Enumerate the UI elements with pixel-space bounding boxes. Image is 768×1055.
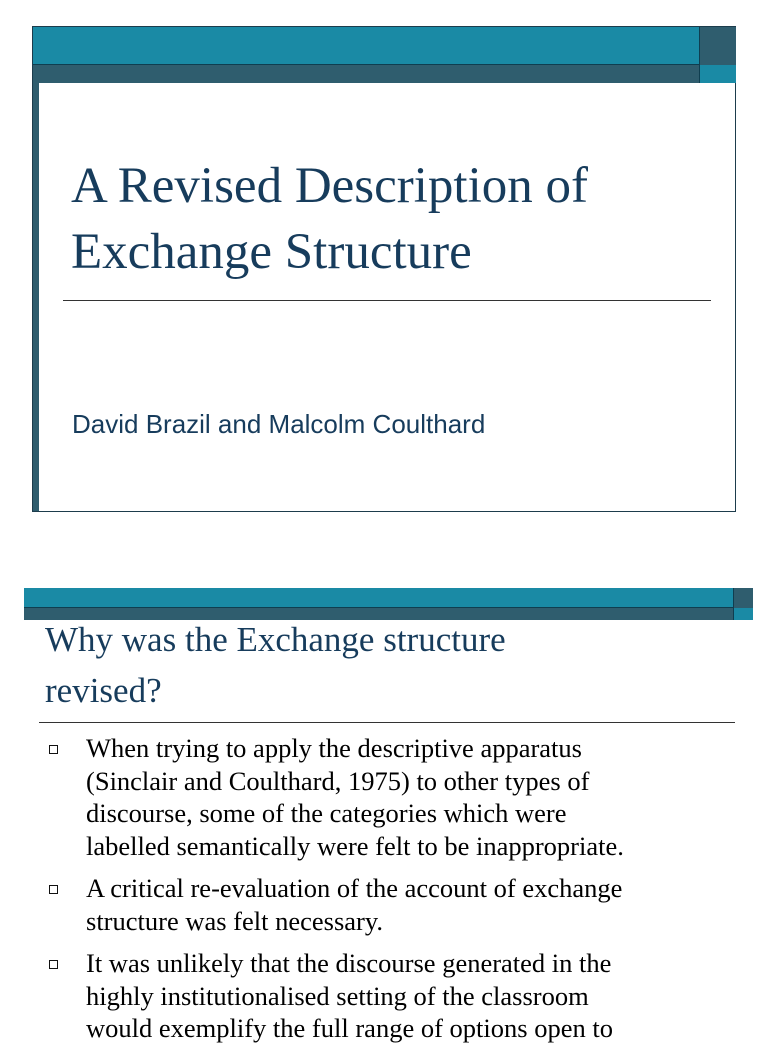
title-divider	[63, 300, 711, 301]
hollow-square-bullet-icon	[49, 885, 58, 894]
slide-title-line: Why was the Exchange structure	[45, 620, 506, 659]
slide-title-line: revised?	[45, 671, 162, 710]
title-divider	[39, 722, 735, 723]
slide-title-line: A Revised Description of	[71, 158, 588, 214]
header-band-teal	[24, 588, 733, 608]
bullet-list	[46, 732, 746, 1055]
bullet-line: highly institutionalised setting of the classroom	[86, 980, 589, 1011]
bullet-line: discourse, some of the categories which were	[86, 798, 567, 828]
bullet-line: labelled semantically were felt to be inappropriate.	[86, 830, 624, 861]
slide-title-line: Exchange Structure	[71, 224, 472, 280]
corner-square-teal	[733, 608, 753, 620]
bullet-line: (Sinclair and Coulthard, 1975) to other types of	[86, 765, 590, 796]
slide-title	[45, 614, 735, 716]
bullet-line: A critical re-evaluation of the account of exchange	[86, 873, 623, 903]
slide-subtitle: David Brazil and Malcolm Coulthard	[72, 409, 486, 439]
bullet-text	[86, 947, 746, 1045]
hollow-square-bullet-icon	[49, 960, 58, 969]
bullet-text	[86, 732, 746, 862]
bullet-line: When trying to apply the descriptive apparatus	[86, 733, 582, 763]
bullet-line: It was unlikely that the discourse generated in the	[86, 948, 612, 978]
corner-square-teal	[699, 65, 736, 83]
list-item	[46, 947, 746, 1045]
content-slide	[24, 588, 768, 1043]
header-band-teal	[33, 27, 699, 65]
list-item	[46, 872, 746, 937]
left-accent-bar	[33, 83, 39, 511]
corner-square-dark	[733, 588, 753, 608]
corner-square-dark	[699, 27, 736, 65]
bullet-line: structure was felt necessary.	[86, 905, 384, 936]
hollow-square-bullet-icon	[49, 745, 58, 754]
list-item	[46, 732, 746, 862]
header-band-dark	[33, 65, 699, 83]
bullet-text	[86, 872, 746, 937]
title-slide	[32, 26, 736, 512]
bullet-line: would exemplify the full range of options open to	[86, 1013, 613, 1043]
slide-title	[71, 153, 711, 285]
